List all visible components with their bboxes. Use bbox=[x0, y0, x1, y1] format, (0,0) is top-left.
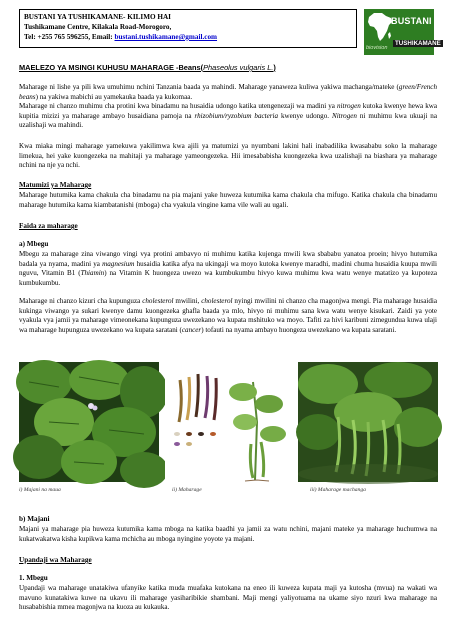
subheading-mbegu-2: 1. Mbegu bbox=[19, 574, 48, 582]
photo-young-beans bbox=[298, 362, 438, 482]
org-name: BUSTANI YA TUSHIKAMANE- KILIMO HAI bbox=[24, 13, 171, 21]
logo-wordmark: BUSTANI bbox=[391, 16, 432, 26]
caption-young-beans: iii) Maharage machanga bbox=[310, 487, 366, 493]
bean-leaves-image bbox=[19, 362, 159, 482]
bean-plant-illustration bbox=[165, 362, 293, 482]
document-title bbox=[19, 63, 439, 72]
email-link[interactable]: bustani.tushikamane@gmail.com bbox=[114, 33, 218, 41]
mbegu-paragraph-1: Mbegu za maharage zina viwango vingi vya protini ambavyo ni muhimu katika kujenga mwili kwa sbababu yanatoa proein; hivyo hutumika badala ya nyama, madini ya magnesium husaidia katika afya na ukingaji wa moyo kutoka kwenye maradhi, madini chuma husaidia kuupa mwili nguvu, Vitamin B1 (Thiamin) na Vitamin K huongeza uwezo wa kumbukumbu hivyo kuwa muhimu kwa watu wenye matatizo ya kupoteza kumbukumbu. bbox=[19, 250, 437, 287]
header-box bbox=[19, 9, 357, 48]
intro-paragraph-1: Maharage ni lishe ya pili kwa umuhimu nchini Tanzania baada ya mahindi. Maharage yanaweza kuliwa yakiwa machanga/mateke (green/French beans) na yakiwa mabichi au yamekauka baada ya kukomaa. Maharage ni chanzo muhimu cha protini kwa binadamu na husaidia udongo katika utengenezaji wa madini ya nitrogen kutoka kwenye hewa kwa kupitia mizizi ya maharage ambayo husaidiana pamoja na rhizobium/ryzobium bacteria kwenye udongo. Nitrogen ni muhimu kwa ukuaji na uzalishaji wa mahindi. bbox=[19, 83, 438, 130]
matumizi-paragraph: Maharage hutumika kama chakula cha binadamu na pia majani yake huweza kutumika kama chakula cha mifugo. Katika chakula cha binadamu maharage hutumika kama kiambatanishi (mboga) cha vyakula vingine kama vile wali au ugali. bbox=[19, 191, 437, 209]
section-heading-matumizi: Matumizi ya Maharage bbox=[19, 181, 92, 189]
title-main: MAELEZO YA MSINGI KUHUSU MAHARAGE -Beans( bbox=[19, 63, 204, 72]
title-latin: Phaseolus vulgaris L. bbox=[203, 63, 274, 72]
young-beans-image bbox=[298, 362, 438, 482]
org-contact bbox=[24, 32, 352, 42]
intro-paragraph-2: Kwa miaka mingi maharage yamekuwa yakilimwa kwa ajili ya matumizi ya nyumbani lakini hali inabadilika kwasababu soko la maharage limekua, hei yake kuongezeka na mahitaji ya maharage yameongezeka. Hii imesababisha kuongezeka kwa uzalishaji na biashara ya maharage nchini na nje ya nchi. bbox=[19, 142, 437, 170]
upandaji-paragraph: Upandaji wa maharage unatakiwa ufanyike katika muda muafaka kutokana na eneo ili kuweza kupata maji ya kutosha (mvua) na wakati wa mavuno kunatakiwa kuwe na ukavu ili maharage yasiharibikie shambani. Maji mengi yaliyotuama na ukame siyo nzuri kwa maharage na husababishia mmea magonjwa na kuoza au kukauka. bbox=[19, 584, 437, 612]
logo-tagline: biovision bbox=[366, 45, 388, 51]
logo-subtitle: TUSHIKAMANE bbox=[395, 40, 441, 47]
bustani-logo bbox=[364, 9, 441, 55]
section-heading-faida: Faida za maharage bbox=[19, 222, 78, 230]
photo-bean-plant bbox=[165, 362, 293, 482]
section-heading-upandaji: Upandaji wa Maharage bbox=[19, 556, 92, 564]
title-close: ) bbox=[273, 63, 276, 72]
org-address: Tushikamane Centre, Kilakala Road-Morogoro, bbox=[24, 23, 172, 31]
subheading-majani: b) Majani bbox=[19, 515, 50, 523]
caption-beans: ii) Maharage bbox=[172, 487, 202, 493]
phone-text: Tel: +255 765 596255, Email: bbox=[24, 33, 115, 41]
photo-bean-leaves bbox=[19, 362, 159, 482]
caption-leaves: i) Majani na maua bbox=[19, 487, 61, 493]
africa-map-icon bbox=[367, 12, 393, 42]
subheading-mbegu: a) Mbegu bbox=[19, 240, 49, 248]
majani-paragraph: Majani ya maharage pia huweza kutumika kama mboga na katika baadhi ya jamii za watu nchini, majani mateke ya maharage huchumwa na kukatwakatwa kisha kupikwa kama mchicha au mboga nyingine yoyote ya majani. bbox=[19, 525, 437, 543]
mbegu-paragraph-2: Maharage ni chanzo kizuri cha kupunguza cholesterol mwilini, cholesterol nyingi mwilini ni chanzo cha magonjwa mengi. Pia maharage husaidia kukinga viwango ya sukari kwenye damu kuongezeka ghafla baada ya mlo, hivyo ni muhimu sana kwa watu wenye kisukari. Zaidi ya yote vyakula vya jamii ya maharage vimeonekana kupunguza uwezekano wa kupata mshituko wa moyo. Tafiti za hivi karibuni zimegundua kuwa ulaji wa maharage hupunguza uwezekano wa kupata saratani (cancer) tofauti na nyama ambayo huongeza uwezekano wa kupata saratani. bbox=[19, 297, 437, 334]
